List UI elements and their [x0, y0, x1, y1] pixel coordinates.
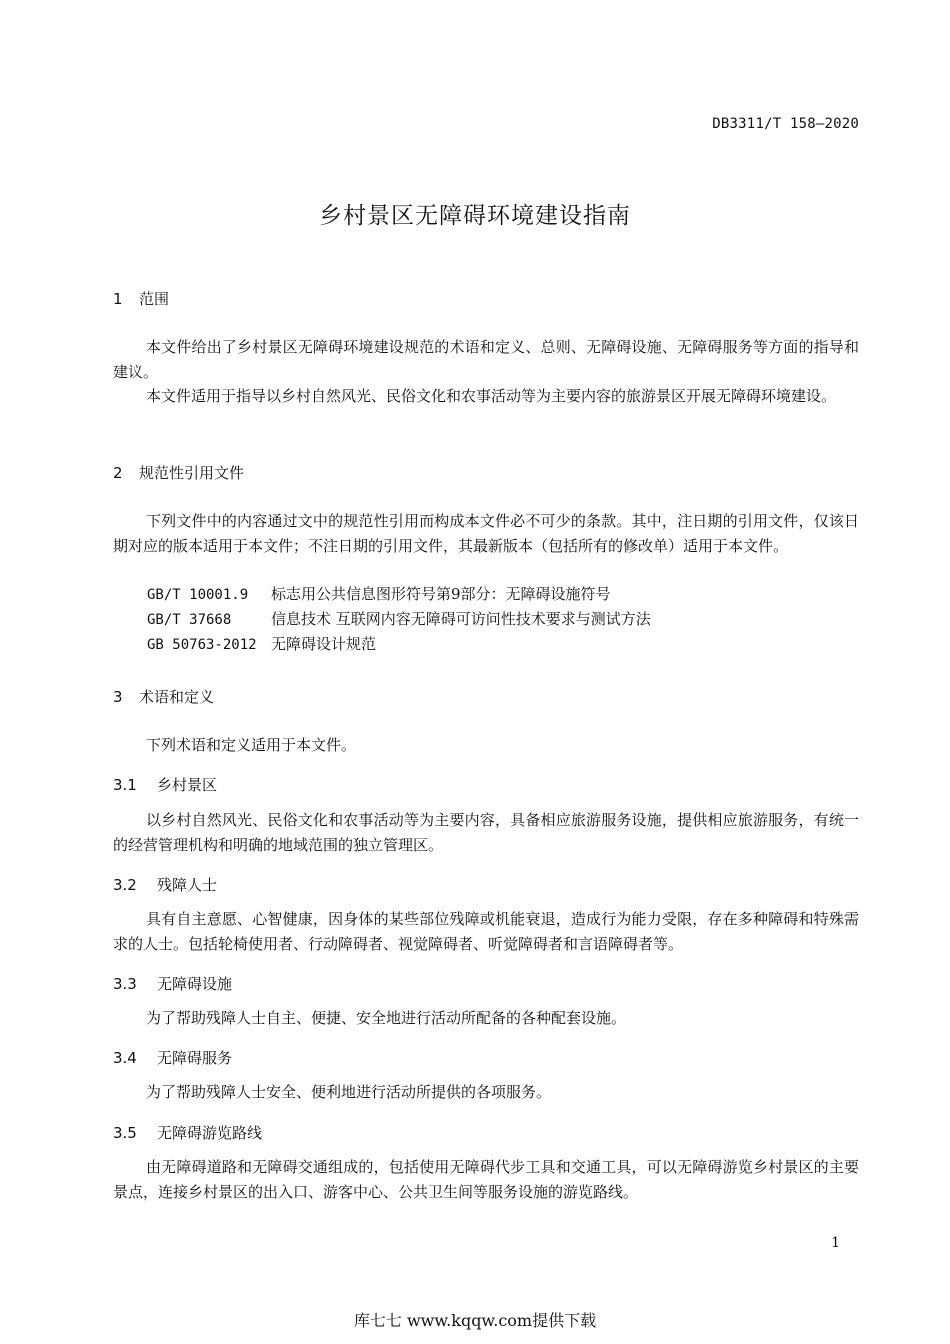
term-heading: [113, 874, 217, 895]
term-title: 乡村景区: [157, 776, 218, 794]
section-title: 规范性引用文件: [139, 464, 245, 482]
term-number: 3.4: [113, 1049, 137, 1067]
term-definition: 以乡村自然风光、民俗文化和农事活动等为主要内容，具备相应旅游服务设施，提供相应旅游服务，有统一的经营管理机构和明确的地域范围的独立管理区。: [113, 811, 859, 854]
term-definition: 为了帮助残障人士自主、便捷、安全地进行活动所配备的各种配套设施。: [146, 1009, 627, 1027]
term-heading: [113, 973, 232, 994]
section-number: 1: [113, 290, 123, 308]
reference-item: [147, 583, 611, 604]
reference-title: 无障碍设计规范: [271, 635, 377, 653]
section-1-paragraph-2: 本文件适用于指导以乡村自然风光、民俗文化和农事活动等为主要内容的旅游景区开展无障碍环境建设。: [146, 387, 837, 405]
reference-item: [147, 608, 651, 629]
page-number: 1: [831, 1235, 840, 1251]
section-1-paragraph-1: 本文件给出了乡村景区无障碍环境建设规范的术语和定义、总则、无障碍设施、无障碍服务等方面的指导和建议。: [113, 338, 859, 381]
term-title: 残障人士: [157, 876, 218, 894]
section-2-heading: [113, 462, 244, 483]
reference-item: [147, 633, 376, 654]
section-number: 3: [113, 688, 123, 706]
reference-code: GB 50763-2012: [147, 637, 257, 653]
reference-code: GB/T 37668: [147, 612, 232, 628]
term-number: 3.1: [113, 776, 137, 794]
term-title: 无障碍服务: [157, 1049, 233, 1067]
term-number: 3.3: [113, 975, 137, 993]
standard-code: DB3311/T 158—2020: [712, 116, 859, 132]
section-number: 2: [113, 464, 123, 482]
term-heading: [113, 1047, 232, 1068]
section-3-heading: [113, 686, 214, 707]
term-number: 3.5: [113, 1124, 137, 1142]
term-definition: 为了帮助残障人士安全、便利地进行活动所提供的各项服务。: [146, 1083, 552, 1101]
section-3-paragraph-1: 下列术语和定义适用于本文件。: [146, 736, 357, 754]
section-title: 范围: [139, 290, 170, 308]
term-title: 无障碍游览路线: [157, 1124, 263, 1142]
term-heading: [113, 774, 217, 795]
term-definition: 具有自主意愿、心智健康，因身体的某些部位残障或机能衰退，造成行为能力受限，存在多种障碍和特殊需求的人士。包括轮椅使用者、行动障碍者、视觉障碍者、听觉障碍者和言语障碍者等。: [113, 910, 859, 953]
term-heading: [113, 1122, 262, 1143]
reference-title: 标志用公共信息图形符号第9部分：无障碍设施符号: [271, 585, 611, 603]
document-title: 乡村景区无障碍环境建设指南: [319, 203, 631, 229]
download-footer: 库七七 www.kqqw.com提供下载: [353, 1311, 597, 1330]
term-definition: 由无障碍道路和无障碍交通组成的，包括使用无障碍代步工具和交通工具，可以无障碍游览乡村景区的主要景点，连接乡村景区的出入口、游客中心、公共卫生间等服务设施的游览路线。: [113, 1158, 859, 1201]
section-title: 术语和定义: [139, 688, 215, 706]
term-number: 3.2: [113, 876, 137, 894]
section-1-heading: [113, 288, 169, 309]
term-title: 无障碍设施: [157, 975, 233, 993]
section-2-paragraph-1: 下列文件中的内容通过文中的规范性引用而构成本文件必不可少的条款。其中，注日期的引用文件，仅该日期对应的版本适用于本文件；不注日期的引用文件，其最新版本（包括所有的修改单）适用于本文件。: [113, 512, 859, 555]
reference-code: GB/T 10001.9: [147, 587, 249, 603]
reference-title: 信息技术 互联网内容无障碍可访问性技术要求与测试方法: [271, 610, 651, 628]
